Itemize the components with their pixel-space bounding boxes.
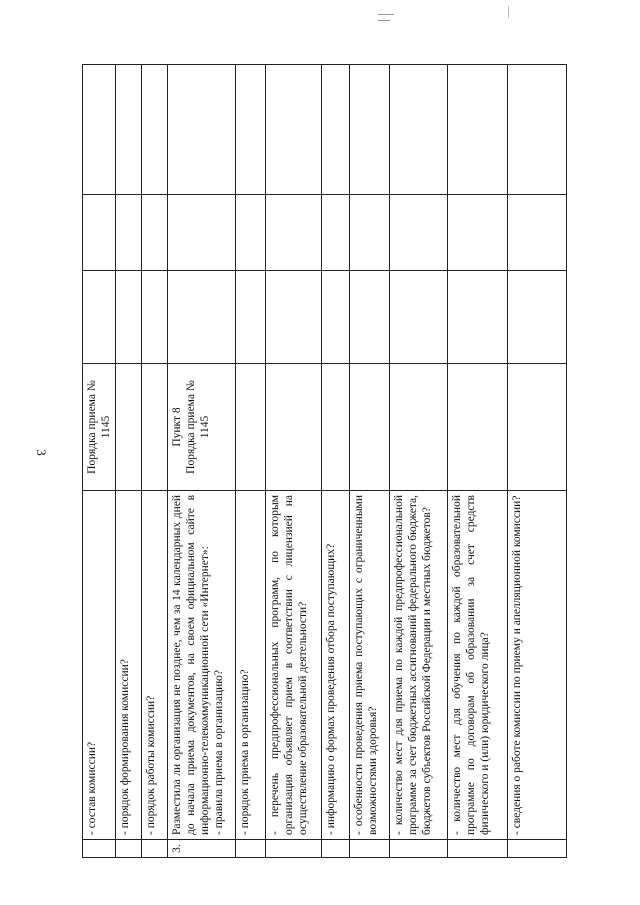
empty-answer-cell: [168, 271, 236, 364]
empty-answer-cell: [116, 195, 142, 271]
table-row: [350, 65, 390, 858]
empty-answer-cell: [448, 65, 508, 195]
question-cell: [390, 491, 448, 840]
inspection-table: [82, 64, 567, 858]
table-row: [168, 65, 236, 858]
row-number: [236, 840, 266, 858]
question-cell: [448, 491, 508, 840]
reference-cell: [350, 364, 390, 491]
table-row: [322, 65, 350, 858]
scan-mark: [508, 6, 510, 18]
empty-answer-cell: [266, 195, 322, 271]
empty-answer-cell: [142, 271, 168, 364]
empty-answer-cell: [390, 271, 448, 364]
question-cell: [322, 491, 350, 840]
empty-answer-cell: [448, 271, 508, 364]
row-number: [266, 840, 322, 858]
reference-cell: [448, 364, 508, 491]
empty-answer-cell: [390, 65, 448, 195]
empty-answer-cell: [236, 65, 266, 195]
empty-answer-cell: [266, 271, 322, 364]
question-cell: [266, 491, 322, 840]
table-row: [390, 65, 448, 858]
row-number: 3.: [168, 840, 236, 858]
empty-answer-cell: [350, 65, 390, 195]
question-cell: [116, 491, 142, 840]
row-number: [142, 840, 168, 858]
question-cell: [83, 491, 116, 840]
reference-cell: [390, 364, 448, 491]
rotated-table-container: [82, 65, 562, 858]
reference-cell: [236, 364, 266, 491]
table-body: [83, 65, 567, 858]
empty-answer-cell: [350, 195, 390, 271]
table-row: [508, 65, 567, 858]
reference-text: Пункт 8: [171, 407, 183, 447]
question-text: - перечень предпрофессиональных программ, по которым организация объявляет прием в соответствии с лицензией на осуществление образовательной деятельности?: [269, 495, 309, 835]
table-row: [116, 65, 142, 858]
question-cell: [236, 491, 266, 840]
empty-answer-cell: [322, 271, 350, 364]
scan-mark: [378, 20, 390, 21]
empty-answer-cell: [350, 271, 390, 364]
empty-answer-cell: [322, 195, 350, 271]
empty-answer-cell: [142, 65, 168, 195]
row-number: [448, 840, 508, 858]
question-text: - особенности проведения приема поступающих с ограниченными возможностями здоровья?: [353, 495, 379, 835]
reference-cell: [168, 364, 236, 491]
empty-answer-cell: [236, 271, 266, 364]
question-text: - порядок формирования комиссии?: [119, 659, 131, 835]
question-text: Разместила ли организация не позднее, чем за 14 календарных дней до начала приема документов, на своем официальном сайте в информационно-телекоммуникационной сети «Интернет»:: [171, 495, 211, 835]
empty-answer-cell: [508, 65, 567, 195]
row-number: [390, 840, 448, 858]
empty-answer-cell: [508, 271, 567, 364]
reference-cell: [142, 364, 168, 491]
empty-answer-cell: [448, 195, 508, 271]
row-number: [83, 840, 116, 858]
question-text: - порядок работы комиссии?: [145, 695, 157, 835]
scan-mark: [378, 14, 394, 15]
reference-cell: [266, 364, 322, 491]
reference-cell: [508, 364, 567, 491]
empty-answer-cell: [83, 271, 116, 364]
row-number: [116, 840, 142, 858]
page-number: 3: [33, 449, 49, 456]
empty-answer-cell: [116, 65, 142, 195]
question-text: - количество мест для обучения по каждой образовательной программе по договорам об образовании за счет средств физического и (или) юридического лица?: [451, 495, 491, 835]
question-text: - состав комиссии?: [86, 741, 98, 835]
row-number: [322, 840, 350, 858]
empty-answer-cell: [390, 195, 448, 271]
empty-answer-cell: [142, 195, 168, 271]
reference-text: Порядка приема № 1145: [86, 380, 112, 474]
question-text: - количество мест для приема по каждой предпрофессиональной программе за счет бюджетных ассигнований федерального бюджета, бюджетов субъектов Российской Федерации и местных бюджетов?: [393, 495, 433, 835]
reference-cell: [83, 364, 116, 491]
reference-cell: [322, 364, 350, 491]
row-number: [350, 840, 390, 858]
empty-answer-cell: [168, 195, 236, 271]
question-cell: [142, 491, 168, 840]
question-cell: [168, 491, 236, 840]
question-text: - правила приема в организацию?: [213, 670, 225, 835]
row-number: [508, 840, 567, 858]
table-row: [448, 65, 508, 858]
table-row: [142, 65, 168, 858]
empty-answer-cell: [83, 65, 116, 195]
question-cell: [508, 491, 567, 840]
empty-answer-cell: [266, 65, 322, 195]
question-text: - порядок приема в организацию?: [239, 669, 251, 835]
table-row: [83, 65, 116, 858]
empty-answer-cell: [168, 65, 236, 195]
question-text: - сведения о работе комиссии по приему и апелляционной комиссии?: [511, 495, 523, 835]
reference-text: Порядка приема № 1145: [185, 380, 211, 474]
table-row: [236, 65, 266, 858]
empty-answer-cell: [322, 65, 350, 195]
empty-answer-cell: [508, 195, 567, 271]
question-cell: [350, 491, 390, 840]
reference-cell: [116, 364, 142, 491]
empty-answer-cell: [116, 271, 142, 364]
empty-answer-cell: [236, 195, 266, 271]
question-text: - информацию о формах проведения отбора поступающих?: [325, 543, 337, 835]
table-row: [266, 65, 322, 858]
empty-answer-cell: [83, 195, 116, 271]
